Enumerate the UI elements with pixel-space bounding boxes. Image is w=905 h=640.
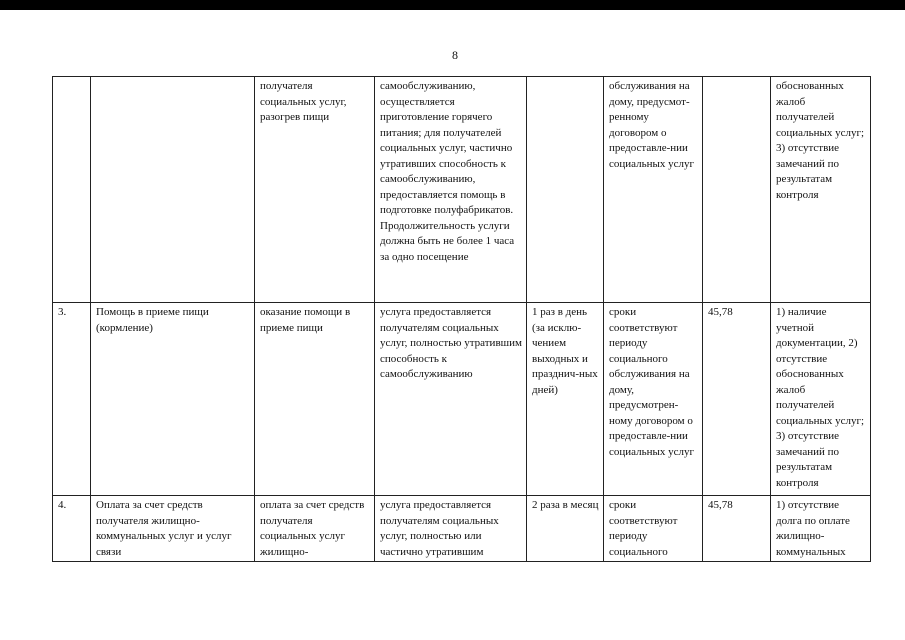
cell-term: сроки соответствуют периоду социального обслуживания на дому, предусмотрен-ному договором о предоставле-нии социальных услуг bbox=[604, 303, 703, 496]
table-row bbox=[53, 77, 871, 303]
cell-quality-indicators: 1) отсутствие долга по оплате жилищно-коммунальных bbox=[771, 496, 871, 562]
cell-term: обслуживания на дому, предусмот-ренному договором о предоставле-нии социальных услуг bbox=[604, 77, 703, 303]
cell-service-name: Оплата за счет средств получателя жилищно-коммунальных услуг и услуг связи bbox=[91, 496, 255, 562]
cell-service-content: получателя социальных услуг, разогрев пищи bbox=[255, 77, 375, 303]
cell-service-conditions: услуга предоставляется получателям социальных услуг, полностью утратившим способность к самообслуживанию bbox=[375, 303, 527, 496]
cell-price bbox=[703, 77, 771, 303]
cell-service-content: оплата за счет средств получателя социальных услуг жилищно- bbox=[255, 496, 375, 562]
cell-service-name: Помощь в приеме пищи (кормление) bbox=[91, 303, 255, 496]
cell-service-conditions: услуга предоставляется получателям социальных услуг, полностью или частично утратившим bbox=[375, 496, 527, 562]
services-table bbox=[52, 76, 871, 562]
cell-quality-indicators: 1) наличие учетной документации, 2) отсутствие обоснованных жалоб получателей социальных услуг; 3) отсутствие замечаний по результатам контроля bbox=[771, 303, 871, 496]
table-row bbox=[53, 496, 871, 562]
cell-service-content: оказание помощи в приеме пищи bbox=[255, 303, 375, 496]
cell-number: 3. bbox=[53, 303, 91, 496]
cell-term: сроки соответствуют периоду социального bbox=[604, 496, 703, 562]
cell-number bbox=[53, 77, 91, 303]
cell-frequency: 2 раза в месяц bbox=[527, 496, 604, 562]
cell-service-name bbox=[91, 77, 255, 303]
scan-top-edge bbox=[0, 0, 905, 10]
table-row bbox=[53, 303, 871, 496]
cell-number: 4. bbox=[53, 496, 91, 562]
cell-frequency: 1 раз в день (за исклю-чением выходных и празднич-ных дней) bbox=[527, 303, 604, 496]
cell-price: 45,78 bbox=[703, 496, 771, 562]
cell-price: 45,78 bbox=[703, 303, 771, 496]
cell-service-conditions: самообслуживанию, осуществляется приготовление горячего питания; для получателей социальных услуг, частично утративших способность к самообслуживанию, предоставляется помощь в подготовке полуфабрикатов. Продолжительность услуги должна быть не более 1 часа за одно посещение bbox=[375, 77, 527, 303]
page-number: 8 bbox=[452, 48, 458, 62]
cell-frequency bbox=[527, 77, 604, 303]
cell-quality-indicators: обоснованных жалоб получателей социальных услуг; 3) отсутствие замечаний по результатам контроля bbox=[771, 77, 871, 303]
